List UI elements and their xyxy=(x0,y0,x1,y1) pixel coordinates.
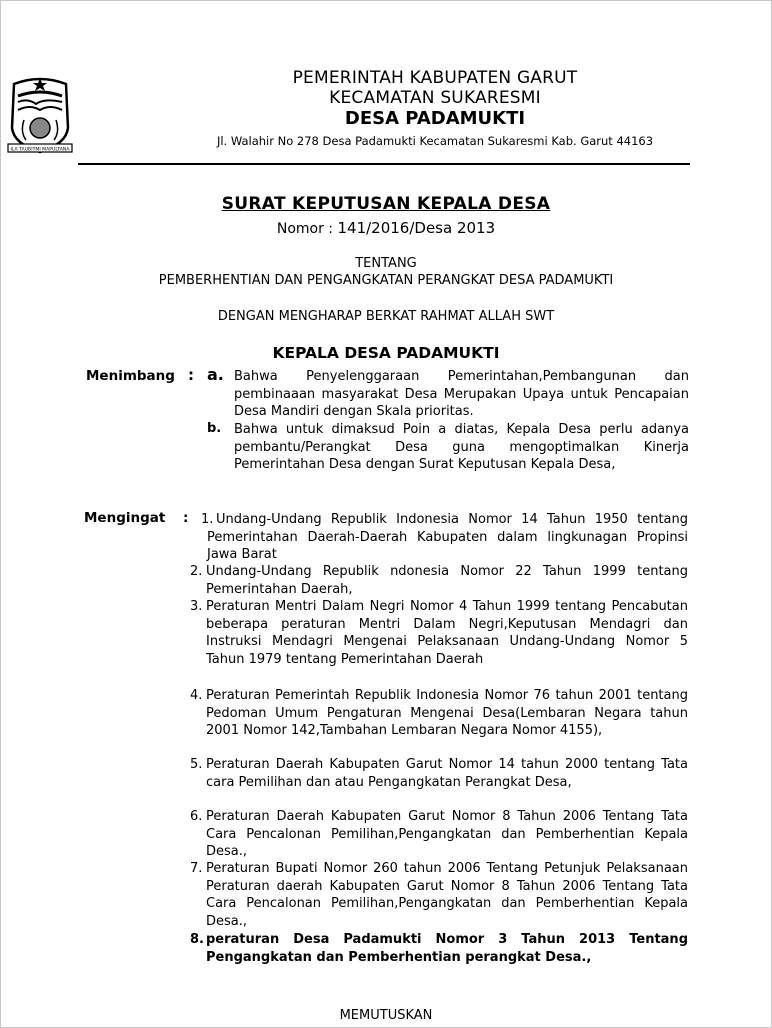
menimbang-item-a: Bahwa Penyelenggaraan Pemerintahan,Pembangunan dan pembinaaan masyarakat Desa Merupakan Upaya untuk Pencapaian Desa Mandiri dengan Skala prioritas. xyxy=(234,369,689,419)
mengingat-num-8: 8. xyxy=(190,932,204,947)
mengingat-item-7: Peraturan Bupati Nomor 260 tahun 2006 Tentang Petunjuk Pelaksanaan Peraturan daerah Kabupaten Garut Nomor 8 Tahun 2006 Tentang Tata Cara Pencalonan Pemilihan,Pengangkatan dan Pemberhentian Kepala Desa., xyxy=(206,861,688,929)
mengingat-colon: : xyxy=(183,510,189,526)
mengingat-item-3: Peraturan Mentri Dalam Negri Nomor 4 Tahun 1999 tentang Pencabutan beberapa peraturan Mentri Dalam Negri,Keputusan Mendagri dan Instruksi Mendagri Mengenai Pelaksanaan Undang-Undang Nomor 5 Tahun 1979 tentang Pemerintahan Daerah xyxy=(206,599,688,667)
letterhead-rule xyxy=(78,163,690,165)
document-title: SURAT KEPUTUSAN KEPALA DESA xyxy=(221,194,551,214)
mengingat-label: Mengingat xyxy=(84,510,166,526)
perihal-text: PEMBERHENTIAN DAN PENGANGKATAN PERANGKAT DESA PADAMUKTI xyxy=(158,273,614,288)
kop-kecamatan: KECAMATAN SUKARESMI xyxy=(329,88,541,108)
document-number xyxy=(0,219,772,237)
letterhead xyxy=(190,68,680,150)
logo-ribbon-text: ILA TAUBITMI MAPULTANA xyxy=(10,147,70,153)
mengingat-item-2: Undang-Undang Republik ndonesia Nomor 22 Tahun 1999 tentang Pemerintahan Daerah, xyxy=(206,564,688,597)
nomor-value: 141/2016/Desa 2013 xyxy=(337,219,496,237)
kop-pemerintah: PEMERINTAH KABUPATEN GARUT xyxy=(292,68,578,88)
tentang-heading: TENTANG xyxy=(355,256,417,271)
mengingat-num-1: 1. xyxy=(201,512,214,527)
kepala-desa-heading: KEPALA DESA PADAMUKTI xyxy=(272,344,500,362)
mengingat-item-5: Peraturan Daerah Kabupaten Garut Nomor 14 tahun 2000 tentang Tata cara Pemilihan dan atau Pengangkatan Perangkat Desa, xyxy=(206,757,688,790)
mengingat-num-5: 5. xyxy=(190,757,203,772)
mengingat-num-7: 7. xyxy=(190,861,203,876)
menimbang-item-b: Bahwa untuk dimaksud Poin a diatas, Kepala Desa perlu adanya pembantu/Perangkat Desa guna mengoptimalkan Kinerja Pemerintahan Desa dengan Surat Keputusan Kepala Desa, xyxy=(234,422,689,472)
memutuskan-heading: MEMUTUSKAN xyxy=(339,1008,433,1023)
menimbang-label: Menimbang xyxy=(86,368,175,384)
nomor-label: Nomor : xyxy=(276,221,334,237)
mengingat-num-6: 6. xyxy=(190,809,203,824)
menimbang-letter-b: b. xyxy=(207,421,222,436)
menimbang-colon: : xyxy=(188,366,194,384)
kop-address: Jl. Walahir No 278 Desa Padamukti Kecamatan Sukaresmi Kab. Garut 44163 xyxy=(216,134,654,148)
berkat-text: DENGAN MENGHARAP BERKAT RAHMAT ALLAH SWT xyxy=(217,309,555,324)
garut-emblem-icon xyxy=(6,70,74,160)
mengingat-item-6: Peraturan Daerah Kabupaten Garut Nomor 8 Tahun 2006 Tentang Tata Cara Pencalonan Pemilihan,Pengangkatan dan Pemberhentian Kepala Desa., xyxy=(206,809,688,859)
menimbang-letter-a: a. xyxy=(207,365,224,384)
mengingat-item-1: Undang-Undang Republik Indonesia Nomor 14 Tahun 1950 tentang Pemerintahan Daerah-Daerah Kabupaten dalam lingkunagan Propinsi Jawa Barat xyxy=(207,512,688,562)
mengingat-num-2: 2. xyxy=(190,564,203,579)
kop-desa: DESA PADAMUKTI xyxy=(344,108,526,129)
mengingat-item-8: peraturan Desa Padamukti Nomor 3 Tahun 2013 Tentang Pengangkatan dan Pemberhentian perangkat Desa., xyxy=(206,932,688,965)
mengingat-item-4: Peraturan Pemerintah Republik Indonesia Nomor 76 tahun 2001 tentang Pedoman Umum Pengaturan Mengenai Desa(Lembaran Negara tahun 2001 Nomor 142,Tambahan Lembaran Negara Nomor 4155), xyxy=(206,688,688,738)
mengingat-num-3: 3. xyxy=(190,599,203,614)
mengingat-num-4: 4. xyxy=(190,688,203,703)
